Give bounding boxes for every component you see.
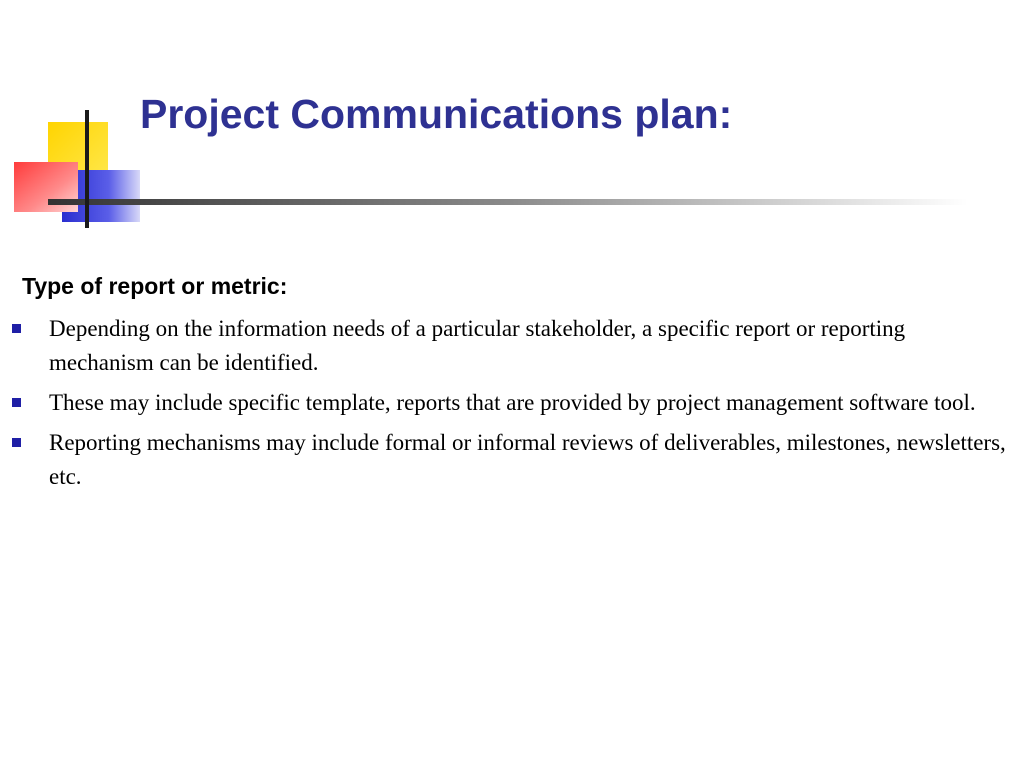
bullet-text: Depending on the information needs of a particular stakeholder, a specific report or reporting mechanism can be identified. (49, 316, 906, 375)
square-bullet-icon (12, 398, 21, 407)
bullet-text: These may include specific template, reports that are provided by project management software tool. (49, 390, 976, 415)
deco-vertical-rule (85, 110, 89, 228)
bullet-item (0, 426, 1010, 494)
bullet-item (0, 386, 1010, 420)
deco-horizontal-rule (48, 199, 968, 205)
square-bullet-icon (12, 438, 21, 447)
bullet-text: Reporting mechanisms may include formal or informal reviews of deliverables, milestones, newsletters, etc. (49, 430, 1006, 489)
square-bullet-icon (12, 324, 21, 333)
bullet-list (0, 312, 1010, 500)
bullet-item (0, 312, 1010, 380)
section-heading: Type of report or metric: (22, 273, 288, 299)
slide-title: Project Communications plan: (140, 91, 733, 137)
